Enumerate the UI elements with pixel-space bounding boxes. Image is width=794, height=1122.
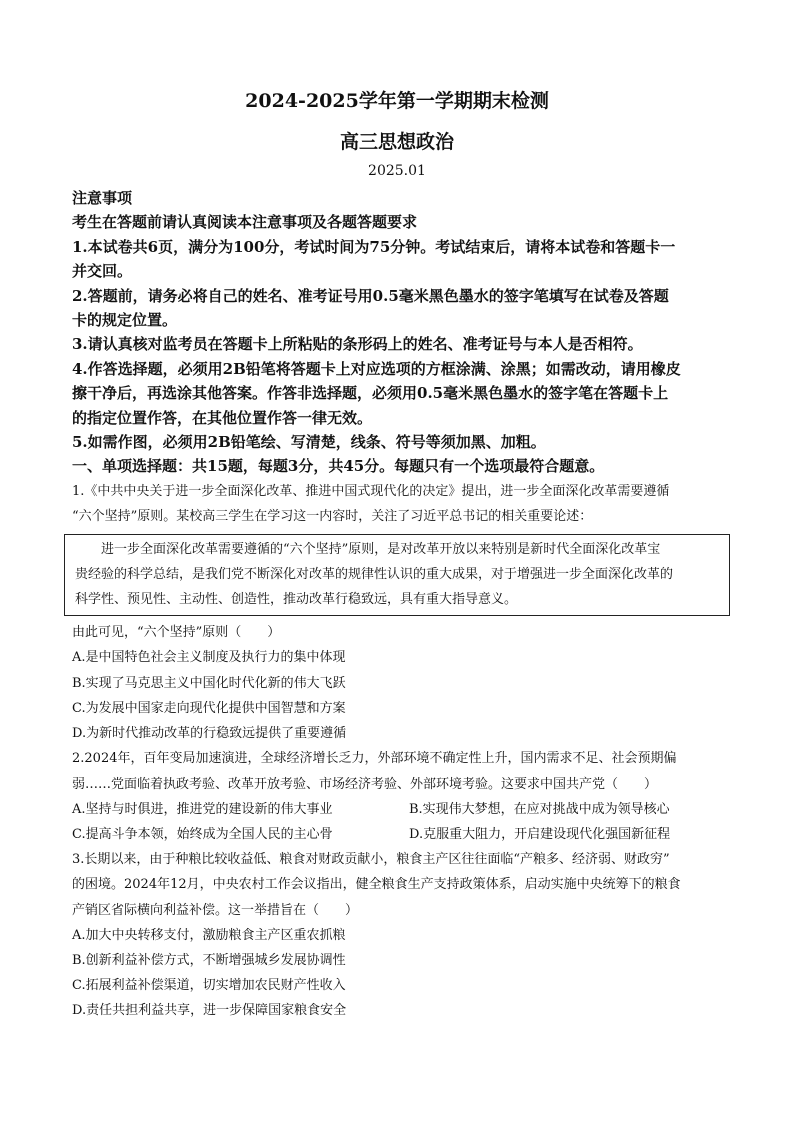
quote-line: 进一步全面深化改革需要遵循的“六个坚持”原则，是对改革开放以来特别是新时代全面深化改革宝: [75, 542, 661, 558]
section-heading: 一、单项选择题：共15题，每题3分，共45分。每题只有一个选项最符合题意。: [72, 457, 605, 476]
exam-subject: 高三思想政治: [339, 131, 454, 153]
notice-line: 卡的规定位置。: [72, 311, 178, 330]
notice-line: 2.答题前，请务必将自己的姓名、准考证号用0.5毫米黑色墨水的签字笔填写在试卷及答题: [72, 286, 669, 305]
exam-date: 2025.01: [368, 163, 426, 179]
question-stem: 产销区省际横向利益补偿。这一举措旨在（ ）: [72, 902, 359, 918]
notice-line: 擦干净后，再选涂其他答案。作答非选择题，必须用0.5毫米黑色墨水的签字笔在答题卡上: [72, 384, 669, 403]
question-stem: 3.长期以来，由于种粮比较收益低、粮食对财政贡献小，粮食主产区往往面临“产粮多、经济弱、财政穷”: [72, 852, 670, 868]
question-stem: “六个坚持”原则。某校高三学生在学习这一内容时，关注了习近平总书记的相关重要论述：: [72, 509, 593, 525]
question-stem: 2.2024年，百年变局加速演进，全球经济增长乏力，外部环境不确定性上升，国内需求不足、社会预期偏: [72, 751, 677, 767]
notice-line: 3.请认真核对监考员在答题卡上所粘贴的条形码上的姓名、准考证号与本人是否相符。: [72, 335, 643, 354]
question-stem: 的困境。2024年12月，中央农村工作会议指出，健全粮食生产支持政策体系，启动实施中央统筹下的粮食: [72, 877, 681, 893]
option-a: A.是中国特色社会主义制度及执行力的集中体现: [72, 650, 346, 666]
option-a: A.加大中央转移支付，激励粮食主产区重农抓粮: [72, 927, 346, 943]
option-a: A.坚持与时俱进，推进党的建设新的伟大事业: [72, 801, 333, 817]
notice-line: 4.作答选择题，必须用2B铅笔将答题卡上对应选项的方框涂满、涂黑；如需改动，请用橡皮: [72, 359, 681, 378]
quote-box: [64, 534, 730, 616]
question-1: [72, 479, 724, 746]
option-d: D.责任共担利益共享，进一步保障国家粮食安全: [72, 1003, 347, 1019]
question-ask: 由此可见，“六个坚持”原则（ ）: [72, 625, 281, 641]
option-b: B.创新利益补偿方式，不断增强城乡发展协调性: [72, 952, 346, 968]
notice-section: [72, 186, 724, 454]
option-b: B.实现伟大梦想，在应对挑战中成为领导核心: [409, 801, 670, 817]
option-c: C.提高斗争本领，始终成为全国人民的主心骨: [72, 826, 333, 842]
notice-subheading: 考生在答题前请认真阅读本注意事项及各题答题要求: [72, 213, 418, 232]
option-d: D.克服重大阻力，开启建设现代化强国新征程: [409, 826, 671, 842]
question-stem: 1.《中共中央关于进一步全面深化改革、推进中国式现代化的决定》提出，进一步全面深化改革需要遵循: [72, 483, 670, 499]
option-b: B.实现了马克思主义中国化时代化新的伟大飞跃: [72, 675, 346, 691]
quote-line: 科学性、预见性、主动性、创造性，推动改革行稳致远，具有重大指导意义。: [75, 592, 518, 608]
notice-line: 5.如需作图，必须用2B铅笔绘、写清楚，线条、符号等须加黑、加粗。: [72, 433, 546, 452]
option-row: [72, 797, 724, 822]
question-3: [72, 847, 724, 1023]
notice-heading: 注意事项: [72, 189, 133, 207]
option-d: D.为新时代推动改革的行稳致远提供了重要遵循: [72, 726, 347, 742]
exam-title: 2024-2025学年第一学期期末检测: [245, 90, 549, 112]
option-c: C.拓展利益补偿渠道，切实增加农民财产性收入: [72, 978, 346, 994]
notice-line: 的指定位置作答，在其他位置作答一律无效。: [72, 408, 373, 427]
option-row: [72, 822, 724, 847]
question-2: [72, 746, 724, 847]
quote-line: 贵经验的科学总结，是我们党不断深化对改革的规律性认识的重大成果，对于增强进一步全面深化改革的: [75, 567, 674, 583]
exam-content: [72, 186, 724, 1024]
notice-line: 1.本试卷共6页，满分为100分，考试时间为75分钟。考试结束后，请将本试卷和答题卡一: [72, 237, 676, 256]
question-stem: 弱……党面临着执政考验、改革开放考验、市场经济考验、外部环境考验。这要求中国共产党（ ）: [72, 776, 658, 792]
option-c: C.为发展中国家走向现代化提供中国智慧和方案: [72, 700, 346, 716]
notice-line: 并交回。: [72, 262, 133, 281]
